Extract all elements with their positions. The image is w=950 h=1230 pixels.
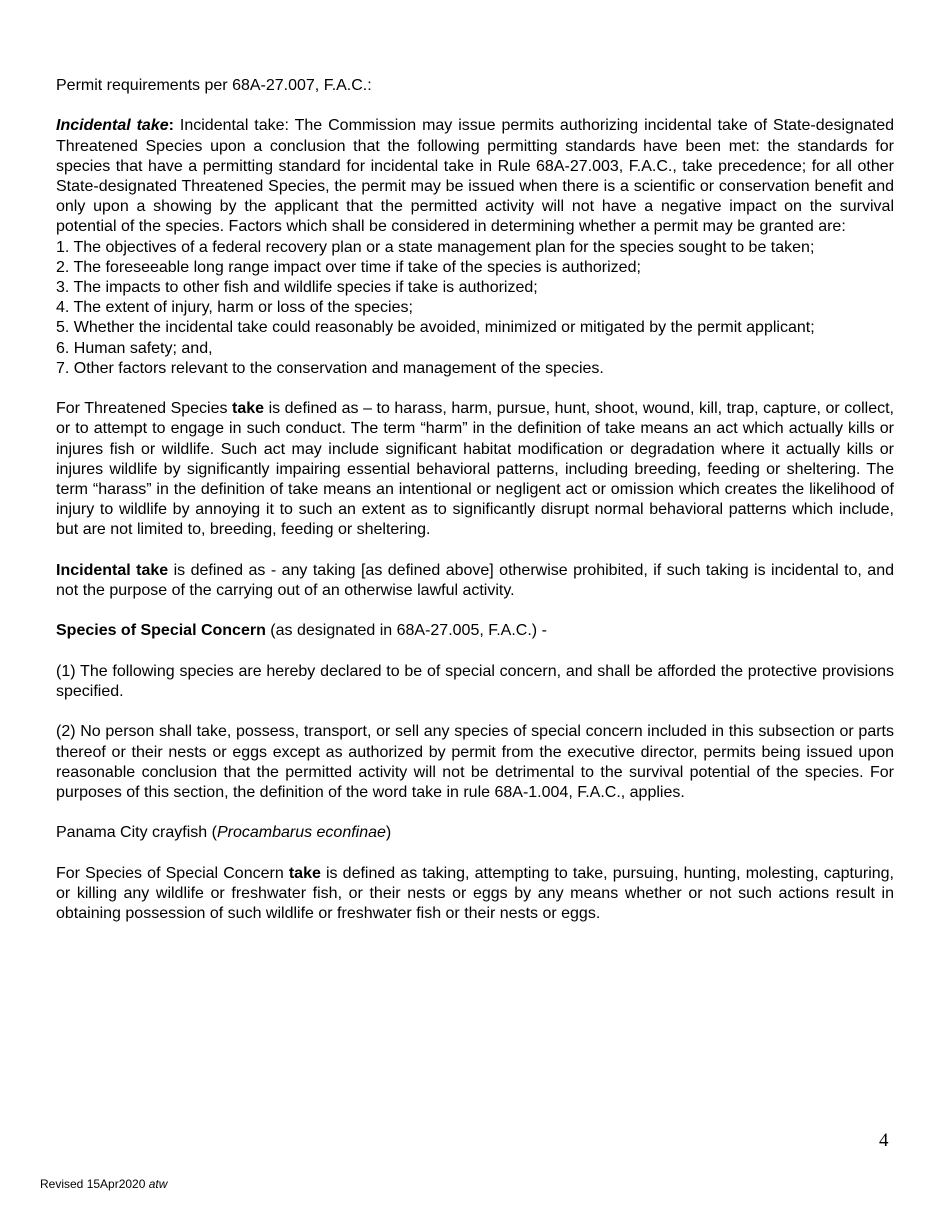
special-concern-take-text: is defined as taking, attempting to take, pursuing, hunting, molesting, capturing, or killing any wildlife or freshwater fish, or their nests or eggs by any means whether or not such actions result in obtaining possession of such wildlife or freshwater fish or their nests or eggs. <box>56 864 895 923</box>
special-concern-take-prefix: For Species of Special Concern <box>56 864 289 882</box>
list-item: 7. Other factors relevant to the conservation and management of the species. <box>56 359 604 377</box>
incidental-take-text: Incidental take: The Commission may issue permits authorizing incidental take of State-designated Threatened Species upon a conclusion that the following permitting standards have been met: the standards for species that have a permitting standard for incidental take in Rule 68A-27.003, F.A.C., take precedence; for all other State-designated Threatened Species, the permit may be issued when there is a scientific or conservation benefit and only upon a showing by the applicant that the permitted activity will not have a negative impact on the survival potential of the species. Factors which shall be considered in determining whether a permit may be granted are: <box>56 117 894 236</box>
document-body <box>56 76 894 945</box>
threatened-take-paragraph <box>56 399 894 540</box>
special-concern-designation: (as designated in 68A-27.005, F.A.C.) - <box>265 622 547 640</box>
threatened-take-text: is defined as – to harass, harm, pursue, hunt, shoot, wound, kill, trap, capture, or collect, or to attempt to engage in such conduct. The term “harm” in the definition of take means an act which actually kills or injures fish or wildlife. Such act may include significant habitat modification or degradation where it actually kills or injures wildlife by significantly impairing essential behavioral patterns, including breeding, feeding or sheltering. The term “harass” in the definition of take means an intentional or negligent act or omission which creates the likelihood of injury to wildlife by annoying it to such an extent as to significantly disrupt normal behavioral patterns which include, but are not limited to, breeding, feeding or sheltering. <box>56 400 894 539</box>
threatened-take-term: take <box>232 400 265 418</box>
incidental-take-colon: : <box>168 117 174 135</box>
list-item: 6. Human safety; and, <box>56 339 213 357</box>
incidental-take-definition <box>56 561 894 601</box>
species-entry <box>56 823 894 843</box>
incidental-take-term: Incidental take <box>56 117 169 135</box>
revision-date: Revised 15Apr2020 <box>40 1177 149 1191</box>
list-item: 5. Whether the incidental take could reasonably be avoided, minimized or mitigated by the permit applicant; <box>56 319 815 337</box>
incidental-take-definition-text: is defined as - any taking [as defined above] otherwise prohibited, if such taking is incidental to, and not the purpose of the carrying out of an otherwise lawful activity. <box>56 561 895 600</box>
special-concern-take-term: take <box>288 864 321 882</box>
species-scientific-name: Procambarus econfinae <box>216 824 386 842</box>
list-item: 2. The foreseeable long range impact over time if take of the species is authorized; <box>56 258 641 276</box>
list-item: 3. The impacts to other fish and wildlife species if take is authorized; <box>56 279 538 297</box>
special-concern-heading <box>56 621 894 641</box>
special-concern-term: Species of Special Concern <box>56 622 266 640</box>
revision-footer <box>40 1177 167 1191</box>
species-common-name: Panama City crayfish ( <box>56 824 217 842</box>
species-close-paren: ) <box>385 824 392 842</box>
list-item: 1. The objectives of a federal recovery plan or a state management plan for the species sought to be taken; <box>56 238 815 256</box>
permit-factors-list <box>56 238 894 379</box>
revision-initials: atw <box>148 1177 168 1191</box>
special-concern-provision-2: (2) No person shall take, possess, transport, or sell any species of special concern included in this subsection or parts thereof or their nests or eggs except as authorized by permit from the executive director, permits being issued upon reasonable conclusion that the permitted activity will not be detrimental to the survival potential of the species. For purposes of this section, the definition of the word take in rule 68A-1.004, F.A.C., applies. <box>56 723 894 802</box>
permit-requirements-heading: Permit requirements per 68A-27.007, F.A.C.: <box>56 77 372 94</box>
page-number: 4 <box>879 1130 889 1151</box>
incidental-take-definition-term: Incidental take <box>56 561 169 579</box>
list-item: 4. The extent of injury, harm or loss of the species; <box>56 299 413 317</box>
special-concern-provision-1: (1) The following species are hereby declared to be of special concern, and shall be afforded the protective provisions specified. <box>56 662 894 701</box>
incidental-take-paragraph <box>56 116 894 237</box>
threatened-take-prefix: For Threatened Species <box>56 400 233 418</box>
special-concern-take-paragraph <box>56 864 894 925</box>
